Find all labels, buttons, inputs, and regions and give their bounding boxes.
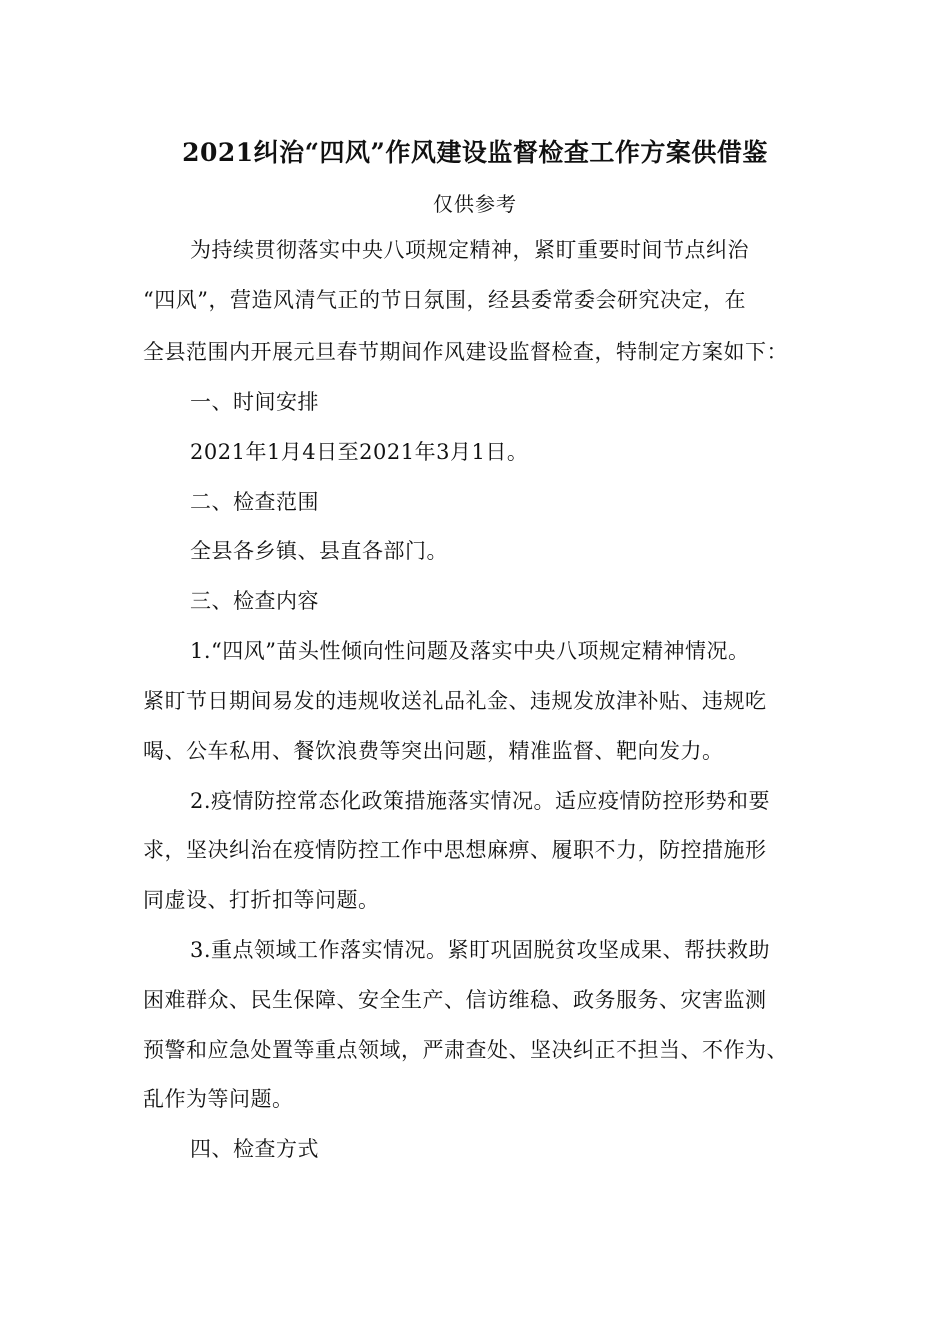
paragraph-line: 困难群众、民生保障、安全生产、信访维稳、政务服务、灾害监测 <box>143 988 767 1012</box>
document-subtitle: 仅供参考 <box>433 192 517 216</box>
paragraph-line: 同虚设、打折扣等问题。 <box>143 888 380 912</box>
paragraph-line: 1.“四风”苗头性倾向性问题及落实中央八项规定精神情况。 <box>190 639 750 663</box>
paragraph-line: 全县各乡镇、县直各部门。 <box>190 539 448 563</box>
paragraph-line: 预警和应急处置等重点领域，严肃查处、坚决纠正不担当、不作为、 <box>143 1038 788 1062</box>
paragraph-line: “四风”，营造风清气正的节日氛围，经县委常委会研究决定，在 <box>143 288 746 312</box>
section-heading: 二、检查范围 <box>190 490 319 514</box>
section-heading: 一、时间安排 <box>190 390 319 414</box>
paragraph-line: 求，坚决纠治在疫情防控工作中思想麻痹、履职不力，防控措施形 <box>143 838 767 862</box>
paragraph-line: 喝、公车私用、餐饮浪费等突出问题，精准监督、靶向发力。 <box>143 739 724 763</box>
paragraph-line: 为持续贯彻落实中央八项规定精神，紧盯重要时间节点纠治 <box>190 238 749 262</box>
paragraph-line: 3.重点领域工作落实情况。紧盯巩固脱贫攻坚成果、帮扶救助 <box>190 938 771 962</box>
paragraph-line: 2021年1月4日至2021年3月1日。 <box>190 440 529 464</box>
paragraph-line: 全县范围内开展元旦春节期间作风建设监督检查，特制定方案如下： <box>143 340 788 364</box>
section-heading: 三、检查内容 <box>190 589 319 613</box>
document-title: 2021纠治“四风”作风建设监督检查工作方案供借鉴 <box>182 138 768 167</box>
section-heading: 四、检查方式 <box>190 1137 319 1161</box>
paragraph-line: 乱作为等问题。 <box>143 1087 294 1111</box>
paragraph-line: 紧盯节日期间易发的违规收送礼品礼金、违规发放津补贴、违规吃 <box>143 689 767 713</box>
paragraph-line: 2.疫情防控常态化政策措施落实情况。适应疫情防控形势和要 <box>190 789 771 813</box>
